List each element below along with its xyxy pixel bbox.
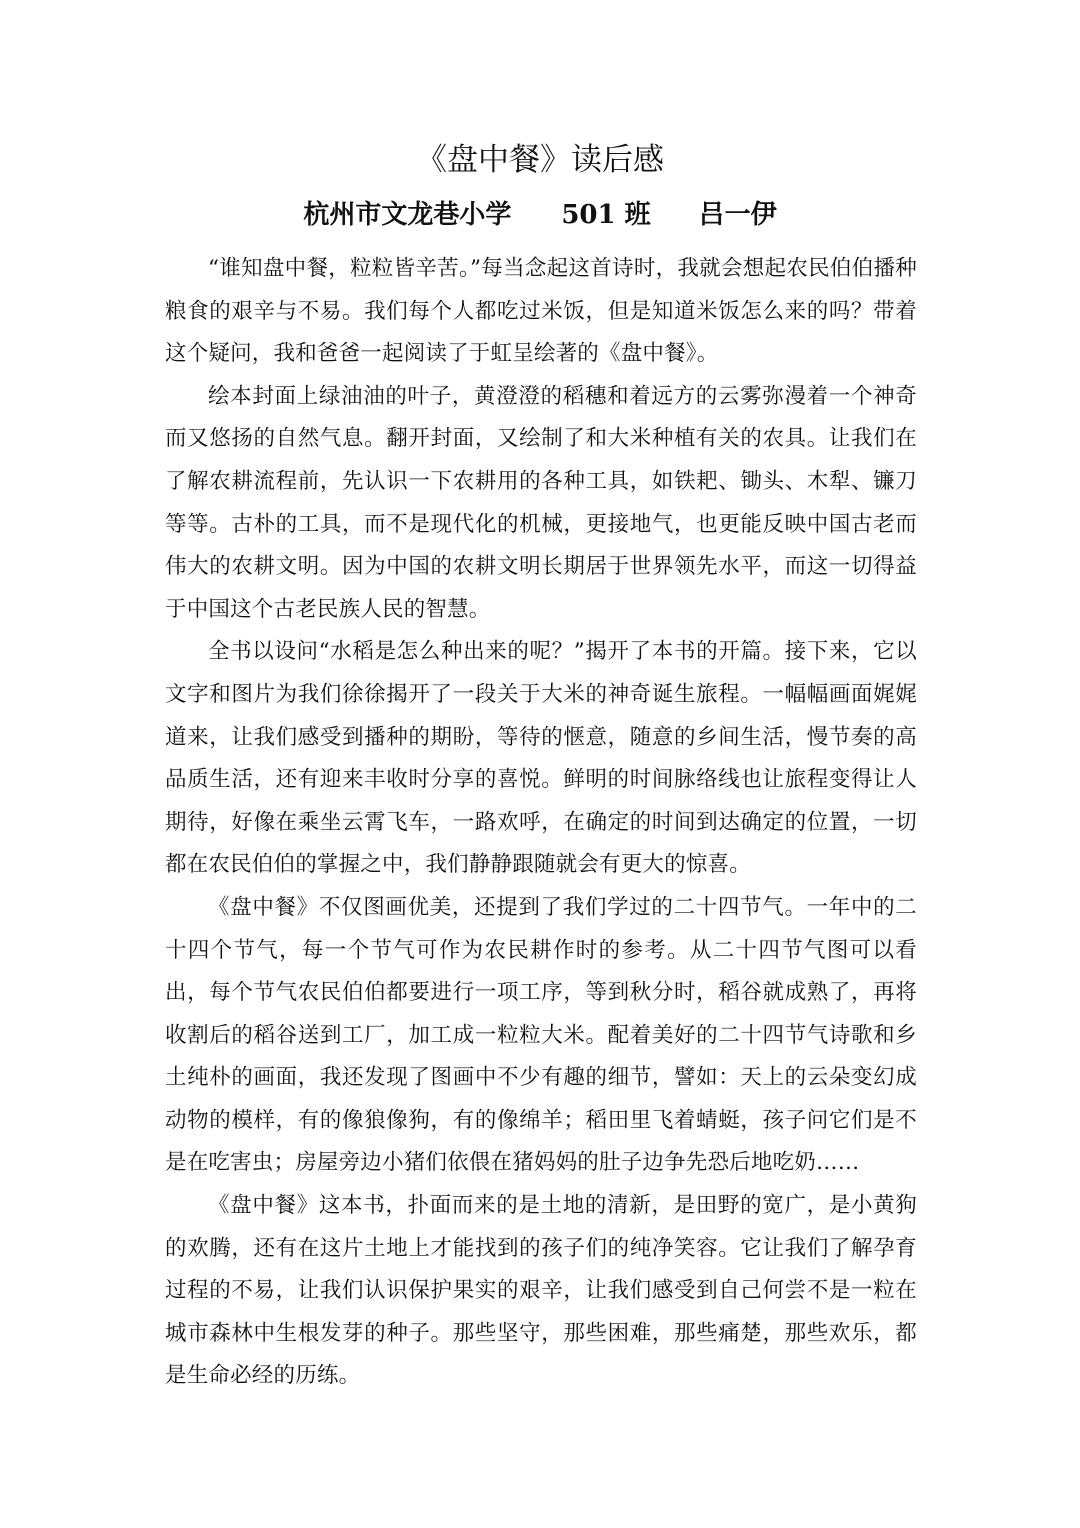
byline-author: 吕一伊: [698, 200, 777, 230]
page-title: 《盘中餐》读后感: [416, 142, 664, 178]
byline: [0, 196, 1080, 234]
byline-class: 501 班: [561, 200, 651, 230]
paragraph-4: 《盘中餐》不仅图画优美，还提到了我们学过的二十四节气。一年中的二十四个节气，每一个节气可作为农民耕作时的参考。从二十四节气图可以看出，每个节气农民伯伯都要进行一项工序，等到秋分时，稻谷就成熟了，再将收割后的稻谷送到工厂，加工成一粒粒大米。配着美好的二十四节气诗歌和乡土纯朴的画面，我还发现了图画中不少有趣的细节，譬如：天上的云朵变幻成动物的模样，有的像狼像狗，有的像绵羊；稻田里飞着蜻蜓，孩子问它们是不是在吃害虫；房屋旁边小猪们依偎在猪妈妈的肚子边争先恐后地吃奶……: [165, 894, 917, 1176]
byline-school: 杭州市文龙巷小学: [303, 200, 512, 230]
paragraph-3: 全书以设问“水稻是怎么种出来的呢？”揭开了本书的开篇。接下来，它以文字和图片为我们徐徐揭开了一段关于大米的神奇诞生旅程。一幅幅画面娓娓道来，让我们感受到播种的期盼，等待的惬意，随意的乡间生活，慢节奏的高品质生活，还有迎来丰收时分享的喜悦。鲜明的时间脉络线也让旅程变得让人期待，好像在乘坐云霄飞车，一路欢呼，在确定的时间到达确定的位置，一切都在农民伯伯的掌握之中，我们静静跟随就会有更大的惊喜。: [165, 639, 917, 878]
paragraph-1: “谁知盘中餐，粒粒皆辛苦。”每当念起这首诗时，我就会想起农民伯伯播种粮食的艰辛与不易。我们每个人都吃过米饭，但是知道米饭怎么来的吗？带着这个疑问，我和爸爸一起阅读了于虹呈绘著的《盘中餐》。: [165, 256, 917, 367]
paragraph-2: 绘本封面上绿油油的叶子，黄澄澄的稻穗和着远方的云雾弥漫着一个神奇而又悠扬的自然气息。翻开封面，又绘制了和大米种植有关的农具。让我们在了解农耕流程前，先认识一下农耕用的各种工具，如铁耙、锄头、木犁、镰刀等等。古朴的工具，而不是现代化的机械，更接地气，也更能反映中国古老而伟大的农耕文明。因为中国的农耕文明长期居于世界领先水平，而这一切得益于中国这个古老民族人民的智慧。: [165, 383, 917, 622]
paragraph-5: 《盘中餐》这本书，扑面而来的是土地的清新，是田野的宽广，是小黄狗的欢腾，还有在这片土地上才能找到的孩子们的纯净笑容。它让我们了解孕育过程的不易，让我们认识保护果实的艰辛，让我们感受到自己何尝不是一粒在城市森林中生根发芽的种子。那些坚守，那些困难，那些痛楚，那些欢乐，都是生命必经的历练。: [165, 1193, 917, 1389]
essay-body: [165, 248, 917, 1398]
